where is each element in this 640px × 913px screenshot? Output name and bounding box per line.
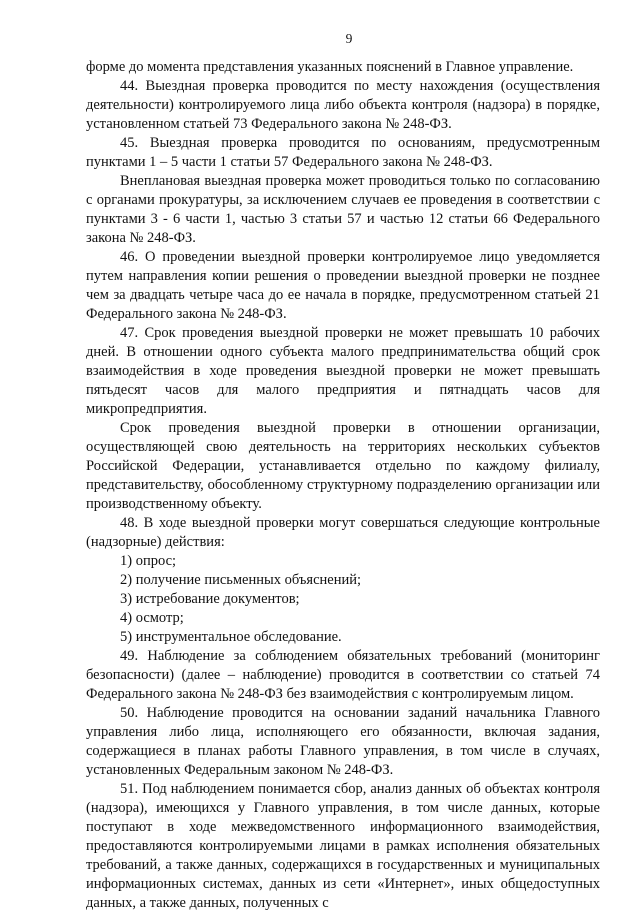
document-body (86, 58, 600, 913)
paragraph-50: 50. Наблюдение проводится на основании заданий начальника Главного управления либо лица, исполняющего его обязанности, включая задания, содержащиеся в планах работы Главного управления, в том числе в случаях, установленных Федеральным законом № 248-ФЗ. (86, 705, 600, 778)
paragraph-44: 44. Выездная проверка проводится по месту нахождения (осуществления деятельности) контролируемого лица либо объекта контроля (надзора) в порядке, установленном статьей 73 Федерального закона № 248-ФЗ. (86, 78, 600, 132)
list-item: 2) получение письменных объяснений; (120, 572, 362, 588)
paragraph-47-branches: Срок проведения выездной проверки в отношении организации, осуществляющей свою деятельность на территориях нескольких субъектов Российской Федерации, устанавливается отдельно по каждому филиалу, представительству, обособленному структурному подразделению организации или производственному объекту. (86, 420, 600, 512)
paragraph-51: 51. Под наблюдением понимается сбор, анализ данных об объектах контроля (надзора), имеющихся у Главного управления, в том числе данных, которые поступают в ходе межведомственного информационного взаимодействия, предоставляются контролируемыми лицами в рамках исполнения обязательных требований, а также данных, содержащихся в государственных и муниципальных информационных системах, данных из сети «Интернет», иных общедоступных данных, а также данных, полученных с (86, 781, 600, 911)
paragraph-46: 46. О проведении выездной проверки контролируемое лицо уведомляется путем направления копии решения о проведении выездной проверки не позднее чем за двадцать четыре часа до ее начала в порядке, предусмотренном статьей 21 Федерального закона № 248-ФЗ. (86, 249, 600, 322)
paragraph-continuation: форме до момента представления указанных пояснений в Главное управление. (86, 59, 574, 75)
list-item: 3) истребование документов; (120, 591, 300, 607)
paragraph-45-unscheduled: Внеплановая выездная проверка может проводиться только по согласованию с органами прокуратуры, за исключением случаев ее проведения в соответствии с пунктами 3 - 6 части 1, частью 3 статьи 57 и частью 12 статьи 66 Федерального закона № 248-ФЗ. (86, 173, 600, 246)
paragraph-49: 49. Наблюдение за соблюдением обязательных требований (мониторинг безопасности) (далее – наблюдение) проводится в соответствии со статьей 74 Федерального закона № 248-ФЗ без взаимодействия с контролируемым лицом. (86, 648, 600, 702)
paragraph-48: 48. В ходе выездной проверки могут совершаться следующие контрольные (надзорные) действия: (86, 515, 600, 550)
paragraph-45: 45. Выездная проверка проводится по основаниям, предусмотренным пунктами 1 – 5 части 1 статьи 57 Федерального закона № 248-ФЗ. (86, 135, 600, 170)
list-item: 5) инструментальное обследование. (120, 629, 342, 645)
list-item: 4) осмотр; (120, 610, 184, 626)
page-number: 9 (345, 31, 353, 46)
paragraph-47: 47. Срок проведения выездной проверки не может превышать 10 рабочих дней. В отношении одного субъекта малого предпринимательства общий срок взаимодействия в ходе проведения выездной проверки не может превышать пятьдесят часов для малого предприятия и пятнадцать часов для микропредприятия. (86, 325, 600, 417)
list-item: 1) опрос; (120, 553, 177, 569)
